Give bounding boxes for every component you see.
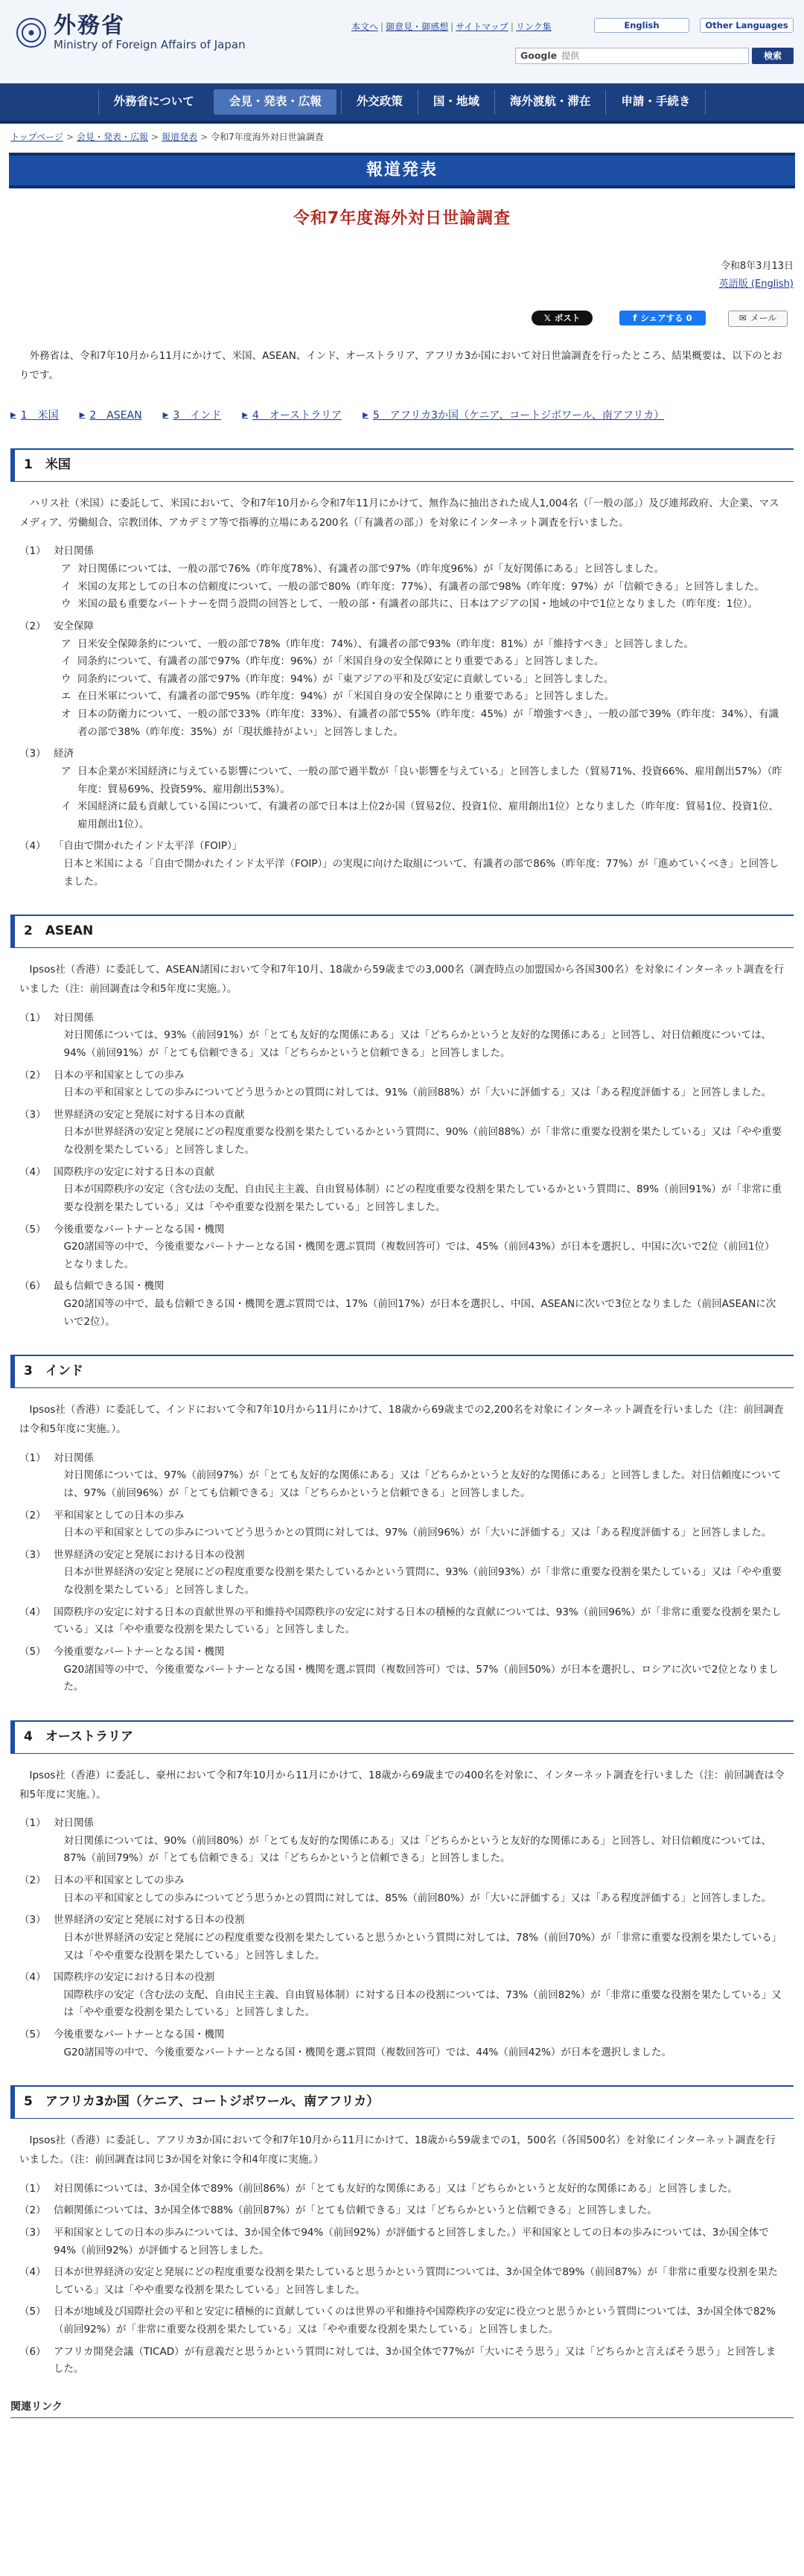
sub-item-marker: ア	[61, 563, 71, 575]
result-item	[19, 1107, 785, 1160]
item-body	[54, 1969, 785, 2022]
result-item	[19, 1912, 785, 1965]
item-number: （2）	[19, 1509, 46, 1521]
sub-item-text: 同条約について、有識者の部で97%（昨年度：96%）が「米国自身の安全保障にとり重要である」と回答しました。	[77, 655, 604, 668]
result-item	[19, 2181, 785, 2198]
toc-link-india[interactable]	[163, 407, 222, 425]
item-title: 国際秩序の安定に対する日本の貢献	[54, 1165, 214, 1178]
item-number: （6）	[19, 2345, 46, 2358]
sub-item	[54, 596, 785, 614]
result-item	[19, 2202, 785, 2220]
sub-item	[54, 688, 785, 706]
facebook-share-button[interactable]	[619, 311, 706, 325]
result-item	[19, 838, 785, 891]
item-text: 日本の平和国家としての歩みについてどう思うかとの質問に対しては、85%（前回80%）が「大いに評価する」又は「ある程度評価する」と回答しました。	[63, 1892, 772, 1904]
item-text: G20諸国等の中で、今後重要なパートナーとなる国・機関を選ぶ質問（複数回答可）では、44%（前回42%）が日本を選択しました。	[63, 2046, 671, 2058]
item-number: （1）	[19, 1451, 46, 1464]
item-title: 今後重要なパートナーとなる国・機関	[54, 1645, 225, 1658]
item-title: 国際秩序の安定に対する日本の貢献世界の平和維持や国際秩序の安定に対する日本の積極的な貢献については、93%（前回96%）が「非常に重要な役割を果たしている」又は「やや重要な役割を果たしている」と回答しました。	[54, 1606, 782, 1636]
item-body	[54, 2303, 785, 2338]
item-text: G20諸国等の中で、今後重要なパートナーとなる国・機関を選ぶ質問（複数回答可）では、45%（前回43%）が日本を選択し、中国に次いで2位（前回1位）となりました。	[63, 1241, 775, 1270]
mail-icon: ✉	[738, 313, 747, 324]
item-body	[54, 2344, 785, 2379]
section-items	[10, 999, 794, 1332]
item-number: （4）	[19, 1165, 46, 1178]
section-heading: 4 オーストラリア	[10, 1720, 794, 1754]
item-body	[54, 1107, 785, 1160]
section-band: 報道発表	[9, 153, 795, 188]
section-africa	[10, 2085, 794, 2379]
date-block	[0, 258, 804, 294]
arrow-right-icon: ▶	[363, 411, 368, 419]
english-button[interactable]: English	[594, 18, 689, 33]
item-text: 日本と米国による「自由で開かれたインド太平洋（FOIP）」の実現に向けた取組について、有識者の部で86%（昨年度：77%）が「進めていくべき」と回答しました。	[63, 858, 779, 888]
section-heading: 3 インド	[10, 1355, 794, 1388]
result-item	[19, 1221, 785, 1274]
toc-link-africa[interactable]	[363, 407, 664, 425]
breadcrumb-current: 令和7年度海外対日世論調査	[211, 132, 324, 142]
item-title: 日本が世界経済の安定と発展にどの程度重要な役割を果たしていると思うかという質問については、3か国全体で89%（前回87%）が「非常に重要な役割を果たしている」又は「やや重要な役割を果たしている」と回答しました。	[54, 2266, 778, 2296]
site-header	[0, 0, 804, 83]
item-title: 日本の平和国家としての歩み	[54, 1874, 185, 1886]
sub-item-marker: ア	[61, 765, 71, 777]
item-text: 国際秩序の安定（含む法の支配、自由民主主義、自由貿易体制）に対する日本の役割については、73%（前回82%）が「非常に重要な役割を果たしている」又は「やや重要な役割を果たしている」と回答しました。	[63, 1988, 782, 2019]
item-body	[54, 1912, 785, 1965]
result-item	[19, 2026, 785, 2061]
mail-label: メール	[750, 313, 777, 324]
nav-procedures[interactable]: 申請・手続き	[605, 89, 706, 115]
x-post-label: ポスト	[554, 312, 581, 323]
item-text: 対日関係については、97%（前回97%）が「とても友好的な関係にある」又は「どちらかというと友好的な関係にある」と回答しました。対日信頼度については、97%（前回96%）が「とても信頼できる」又は「どちらかというと信頼できる」と回答しました。	[63, 1469, 782, 1499]
result-item	[19, 1067, 785, 1102]
item-number: （1）	[19, 2182, 46, 2195]
util-link-sitemap[interactable]: サイトマップ	[456, 22, 508, 32]
section-lead: Ipsos社（香港）に委託し、アフリカ3か国において令和7年10月から11月にかけて、18歳から59歳までの1，500名（各国500名）を対象にインターネット調査を行いました。（注：前回調査は同じ3か国を対象に令和4年度に実施。）	[19, 2134, 776, 2166]
sub-item-text: 同条約について、有識者の部で97%（昨年度：94%）が「東アジアの平和及び安定に貢献している」と回答しました。	[77, 672, 614, 685]
item-title: 今後重要なパートナーとなる国・機関	[54, 1223, 225, 1235]
result-item	[19, 2224, 785, 2259]
item-number: （5）	[19, 2029, 46, 2041]
site-logo[interactable]	[16, 13, 246, 53]
breadcrumb-press[interactable]: 会見・発表・広報	[76, 132, 148, 142]
item-number: （4）	[19, 1606, 46, 1618]
sub-item-marker: イ	[61, 580, 71, 593]
result-item	[19, 1547, 785, 1600]
item-number: （3）	[19, 1914, 46, 1927]
section-items	[10, 2170, 794, 2379]
item-title: アフリカ開発会議（TICAD）が有意義だと思うかという質問に対しては、3か国全体で77%が「大いにそう思う」又は「どちらかと言えばそう思う」と回答しました。	[54, 2345, 776, 2376]
share-row	[0, 308, 804, 331]
toc-label: 4 オーストラリア	[252, 409, 342, 422]
sub-item-marker: ア	[61, 637, 71, 650]
sub-item	[54, 706, 785, 741]
item-number: （3）	[19, 1548, 46, 1561]
item-body	[54, 1815, 785, 1868]
item-number: （4）	[19, 2266, 46, 2279]
mofa-emblem-icon	[16, 18, 46, 48]
result-item	[19, 2303, 785, 2338]
item-title: 最も信頼できる国・機関	[54, 1280, 165, 1293]
sub-item-marker: オ	[61, 708, 71, 720]
sub-item-text: 日米安全保障条約について、一般の部で78%（昨年度：74%）、有識者の部で93%（昨年度：81%）が「維持すべき」と回答しました。	[77, 637, 694, 650]
toc-label: 1 米国	[20, 409, 59, 422]
item-number: （5）	[19, 2306, 46, 2318]
item-body	[54, 1604, 785, 1639]
item-number: （1）	[19, 545, 46, 558]
item-title: 対日関係	[54, 1451, 94, 1464]
page-title: 令和7年度海外対日世論調査	[293, 209, 511, 228]
x-post-button[interactable]	[532, 311, 593, 325]
item-title: 国際秩序の安定における日本の役割	[54, 1971, 214, 1984]
global-nav	[0, 83, 804, 124]
section-heading: 2 ASEAN	[10, 915, 794, 948]
arrow-right-icon: ▶	[79, 411, 86, 419]
section-items	[10, 1440, 794, 1696]
item-body	[54, 838, 785, 891]
item-body	[54, 1872, 785, 1907]
arrow-right-icon: ▶	[10, 411, 16, 419]
result-item	[19, 1278, 785, 1331]
table-of-contents	[0, 407, 804, 425]
mail-button[interactable]	[728, 311, 788, 327]
nav-travel[interactable]: 海外渡航・滞在	[494, 89, 606, 115]
item-body	[54, 2181, 785, 2198]
item-title: 世界経済の安定と発展に対する日本の貢献	[54, 1108, 245, 1121]
item-title: 世界経済の安定と発展に対する日本の役割	[54, 1914, 245, 1927]
sub-item	[54, 671, 785, 689]
result-item	[19, 1450, 785, 1503]
item-number: （4）	[19, 1971, 46, 1984]
sub-item-marker: ウ	[61, 672, 71, 685]
item-text: G20諸国等の中で、今後重要なパートナーとなる国・機関を選ぶ質問（複数回答可）では、57%（前回50%）が日本を選択し、ロシアに次いで2位となりました。	[63, 1663, 779, 1694]
toc-link-asean[interactable]	[80, 407, 142, 425]
result-item	[19, 1872, 785, 1907]
item-text: 対日関係については、90%（前回80%）が「とても友好的な関係にある」又は「どちらかというと友好的な関係にある」と回答し、対日信頼度については、87%（前回79%）が「とても信頼できる」又は「どちらかというと信頼できる」と回答しました。	[63, 1834, 771, 1865]
item-title: 今後重要なパートナーとなる国・機関	[54, 2029, 225, 2041]
nav-policy[interactable]: 外交政策	[341, 89, 418, 115]
item-number: （5）	[19, 1223, 46, 1235]
breadcrumb-top[interactable]: トップページ	[10, 132, 63, 142]
result-item	[19, 2344, 785, 2379]
item-number: （6）	[19, 1280, 46, 1293]
item-body	[54, 618, 785, 741]
item-text: 日本が世界経済の安定と発展にどの程度重要な役割を果たしていると思うかという質問に対しては、78%（前回70%）が「非常に重要な役割を果たしている」又は「やや重要な役割を果たしている」と回答しました。	[63, 1931, 782, 1962]
result-item	[19, 1164, 785, 1217]
sub-item	[54, 579, 785, 597]
item-title: 平和国家としての日本の歩みについては、3か国全体で94%（前回92%）が評価すると回答しました。）平和国家としての日本の歩みについては、3か国全体で94%（前回92%）が評価すると回答しました。	[54, 2226, 769, 2257]
item-number: （2）	[19, 1069, 46, 1081]
result-item	[19, 618, 785, 741]
sub-item-text: 米国の友邦としての日本の信頼度について、一般の部で80%（昨年度：77%）、有識者の部で98%（昨年度：97%）が「信頼できる」と回答しました。	[77, 580, 765, 593]
other-languages-button[interactable]: Other Languages	[700, 18, 794, 33]
item-number: （3）	[19, 2226, 46, 2239]
result-item	[19, 543, 785, 614]
section-india	[10, 1355, 794, 1696]
result-item	[19, 1815, 785, 1868]
item-text: G20諸国等の中で、最も信頼できる国・機関を選ぶ質問では、17%（前回17%）が日本を選択し、中国、ASEANに次いで3位となりました（前回ASEANに次いで2位）。	[63, 1298, 776, 1328]
item-body	[54, 2202, 785, 2220]
item-title: 対日関係	[54, 1817, 94, 1830]
section-items	[10, 1804, 794, 2061]
item-body	[54, 1010, 785, 1063]
x-icon: 𝕏	[543, 312, 551, 323]
item-number: （4）	[19, 840, 46, 853]
item-body	[54, 1644, 785, 1696]
item-number: （2）	[19, 1874, 46, 1886]
item-body	[54, 1450, 785, 1503]
toc-link-australia[interactable]	[242, 407, 342, 425]
section-asean	[10, 915, 794, 1331]
facebook-icon: f	[633, 312, 637, 323]
toc-label: 5 アフリカ3か国（ケニア、コートジボワール、南アフリカ）	[372, 409, 665, 422]
item-body	[54, 1067, 785, 1102]
result-item	[19, 1604, 785, 1639]
item-body	[54, 543, 785, 614]
sub-item-text: 在日米軍について、有識者の部で95%（昨年度：94%）が「米国自身の安全保障にとり重要である」と回答しました。	[77, 690, 614, 703]
section-us	[10, 448, 794, 891]
item-title: 日本の平和国家としての歩み	[54, 1069, 185, 1081]
item-title: 平和国家としての日本の歩み	[54, 1509, 185, 1521]
item-number: （3）	[19, 1108, 46, 1121]
section-items	[10, 532, 794, 891]
item-body	[54, 1547, 785, 1600]
result-item	[19, 2264, 785, 2299]
search-button[interactable]: 検索	[752, 48, 794, 64]
item-text: 日本が世界経済の安定と発展にどの程度重要な役割を果たしているかという質問に、93%（前回93%）が「非常に重要な役割を果たしている」又は「やや重要な役割を果たしている」と回答しました。	[63, 1566, 782, 1596]
item-number: （5）	[19, 1645, 46, 1658]
item-number: （3）	[19, 748, 46, 760]
item-text: 対日関係については、93%（前回91%）が「とても友好的な関係にある」又は「どちらかというと友好的な関係にある」と回答し、対日信頼度については、94%（前回91%）が「とても信頼できる」又は「どちらかというと信頼できる」と回答しました。	[63, 1029, 771, 1059]
search-input[interactable]	[515, 48, 749, 64]
breadcrumb: トップページ > 会見・発表・広報 > 報道発表 > 令和7年度海外対日世論調査	[10, 132, 324, 142]
result-item	[19, 1644, 785, 1696]
item-title: 日本が地域及び国際社会の平和と安定に積極的に貢献していくのは世界の平和維持や国際秩序の安定に役立つと思うかという質問については、3か国全体で82%（前回92%）が「非常に重要な役割を果たしている」又は「やや重要な役割を果たしている」と回答しました。	[54, 2306, 776, 2335]
item-number: （2）	[19, 2204, 46, 2217]
search-provider-label: Google	[520, 50, 558, 62]
section-lead: ハリス社（米国）に委託して、米国において、令和7年10月から令和7年11月にかけて、無作為に抽出された成人1,004名（「一般の部」）及び連邦政府、大企業、マスメディア、労働組合、宗教団体、アカデミア等で指導的立場にある200名（「有識者の部」）を対象にインターネット調査を行いました。	[19, 497, 779, 529]
util-link-links[interactable]: リンク集	[515, 22, 552, 32]
item-number: （1）	[19, 1011, 46, 1024]
item-body	[54, 2026, 785, 2061]
sections-container	[0, 448, 804, 2379]
section-lead: Ipsos社（香港）に委託して、ASEAN諸国において令和7年10月、18歳から59歳までの3,000名（調査時点の加盟国から各国300名）を対象にインターネット調査を行いました（注：前回調査は令和5年度に実施。）。	[19, 964, 785, 996]
utility-links: 本文へ | 御意見・御感想 | サイトマップ | リンク集	[351, 22, 552, 32]
result-item	[19, 745, 785, 833]
item-text: 日本の平和国家としての歩みについてどう思うかとの質問に対しては、97%（前回96%）が「大いに評価する」又は「ある程度評価する」と回答しました。	[63, 1527, 772, 1539]
search-placeholder: 提供	[561, 50, 580, 61]
item-body	[54, 1221, 785, 1274]
item-body	[54, 745, 785, 833]
result-item	[19, 1507, 785, 1542]
item-body	[54, 1164, 785, 1217]
item-text: 日本が世界経済の安定と発展にどの程度重要な役割を果たしているかという質問に、90%（前回88%）が「非常に重要な役割を果たしている」又は「やや重要な役割を果たしている」と回答しました。	[63, 1126, 782, 1156]
arrow-right-icon: ▶	[162, 411, 169, 419]
sub-item-marker: イ	[61, 655, 71, 668]
item-number: （2）	[19, 620, 46, 632]
util-link-skip[interactable]: 本文へ	[351, 22, 379, 32]
sub-item-marker: エ	[61, 690, 71, 703]
sub-item-marker: イ	[61, 801, 71, 813]
util-link-feedback[interactable]: 御意見・御感想	[386, 22, 449, 32]
arrow-right-icon: ▶	[242, 411, 248, 419]
intro-text: 外務省は、令和7年10月から11月にかけて、米国、ASEAN、インド、オーストラリア、アフリカ3か国において対日世論調査を行ったところ、結果概要は、以下のとおりです。	[19, 349, 782, 382]
item-title: 「自由で開かれたインド太平洋（FOIP）」	[54, 840, 243, 853]
nav-countries[interactable]: 国・地域	[418, 89, 494, 115]
sub-item	[54, 798, 785, 833]
item-title: 経済	[54, 748, 74, 760]
item-number: （1）	[19, 1817, 46, 1830]
sub-item	[54, 561, 785, 579]
facebook-share-label: シェアする 0	[640, 312, 692, 323]
item-title: 対日関係	[54, 545, 94, 558]
section-heading: 1 米国	[10, 448, 794, 482]
sub-item-marker: ウ	[61, 598, 71, 611]
item-body	[54, 2224, 785, 2259]
toc-label: 3 インド	[173, 409, 222, 422]
logo-title-ja: 外務省	[54, 13, 125, 39]
item-text: 日本の平和国家としての歩みについてどう思うかとの質問に対しては、91%（前回88%）が「大いに評価する」又は「ある程度評価する」と回答しました。	[63, 1087, 772, 1099]
release-date: 令和8年3月13日	[720, 260, 794, 272]
item-body	[54, 1507, 785, 1542]
section-australia	[10, 1720, 794, 2062]
item-title: 世界経済の安定と発展における日本の役割	[54, 1548, 245, 1561]
item-title: 信頼関係については、3か国全体で88%（前回87%）が「とても信頼できる」又は「どちらかというと信頼できる」と回答しました。	[54, 2204, 657, 2217]
sub-item	[54, 763, 785, 798]
result-item	[19, 1010, 785, 1063]
sub-item-text: 日本の防衛力について、一般の部で33%（昨年度：33%）、有識者の部で55%（昨年度：45%）が「増強すべき」、一般の部で39%（昨年度：34%）、有識者の部で38%（昨年度：35%）が「現状維持がよい」と回答しました。	[77, 708, 779, 738]
item-text: 日本が国際秩序の安定（含む法の支配、自由民主主義、自由貿易体制）にどの程度重要な役割を果たしているかという質問に、89%（前回91%）が「非常に重要な役割を果たしている」又は「やや重要な役割を果たしている」と回答しました。	[63, 1183, 782, 1213]
logo-title-en: Ministry of Foreign Affairs of Japan	[54, 38, 246, 51]
sub-item-text: 米国の最も重要なパートナーを問う設問の回答として、一般の部・有識者の部共に、日本はアジアの国・地域の中で1位となりました（昨年度：1位）。	[77, 598, 759, 611]
section-lead: Ipsos社（香港）に委託し、豪州において令和7年10月から11月にかけて、18歳から69歳までの400名を対象に、インターネット調査を行いました（注：前回調査は令和5年度に実施。）。	[19, 1769, 785, 1801]
item-title: 対日関係については、3か国全体で89%（前回86%）が「とても友好的な関係にある」又は「どちらかというと友好的な関係にある」と回答しました。	[54, 2182, 738, 2195]
sub-item	[54, 653, 785, 671]
result-item	[19, 1969, 785, 2022]
nav-about[interactable]: 外務省について	[98, 89, 209, 115]
sub-item	[54, 636, 785, 654]
sub-item-text: 米国経済に最も貢献している国について、有識者の部で日本は上位2か国（貿易2位、投資1位、雇用創出1位）となりました（昨年度：貿易1位、投資1位、雇用創出1位）。	[77, 801, 779, 830]
nav-press[interactable]: 会見・発表・広報	[214, 89, 336, 115]
sub-item-text: 対日関係については、一般の部で76%（昨年度78%）、有識者の部で97%（昨年度96%）が「友好関係にある」と回答しました。	[77, 563, 665, 575]
english-version-link[interactable]: 英語版 (English)	[718, 279, 794, 290]
item-body	[54, 2264, 785, 2299]
breadcrumb-release[interactable]: 報道発表	[162, 132, 198, 142]
item-title: 対日関係	[54, 1011, 94, 1024]
toc-link-us[interactable]	[10, 407, 59, 425]
toc-label: 2 ASEAN	[89, 409, 142, 422]
sub-item-text: 日本企業が米国経済に与えている影響について、一般の部で過半数が「良い影響を与えている」と回答しました（貿易71%、投資66%、雇用創出57%）（昨年度：貿易69%、投資59%、雇用創出53%）。	[77, 765, 782, 795]
section-heading: 5 アフリカ3か国（ケニア、コートジボワール、南アフリカ）	[10, 2085, 794, 2119]
item-body	[54, 1278, 785, 1331]
item-title: 安全保障	[54, 620, 94, 632]
related-links-heading: 関連リンク	[10, 2398, 794, 2419]
section-lead: Ipsos社（香港）に委託して、インドにおいて令和7年10月から11月にかけて、18歳から69歳までの2,200名を対象にインターネット調査を行いました（注：前回調査は令和5年度に実施。）。	[19, 1404, 784, 1436]
